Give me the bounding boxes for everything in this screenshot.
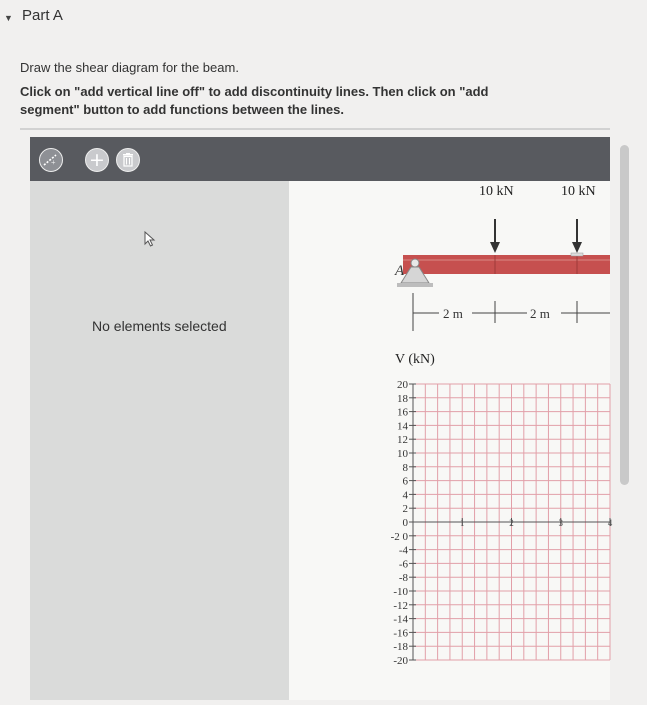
y-tick-label: -6 [398, 558, 408, 571]
y-tick-label: 16 [397, 406, 408, 419]
add-vertical-line-button[interactable] [39, 148, 63, 172]
collapse-arrow-icon[interactable]: ▼ [4, 13, 13, 23]
plus-icon: + [89, 148, 105, 171]
load-arrow-1-icon [490, 219, 500, 253]
shear-diagram-widget [30, 137, 613, 700]
beam-figure [394, 184, 610, 331]
divider [20, 128, 610, 130]
trash-icon [122, 153, 134, 167]
span-label-2: 2 m [530, 306, 550, 321]
y-tick-label: -18 [393, 641, 408, 654]
load-label-2: 10 kN [561, 184, 596, 199]
beam [403, 255, 610, 274]
scrollbar[interactable] [620, 145, 629, 485]
x-tick-label: 2 [509, 518, 514, 528]
y-tick-label: -14 [393, 613, 408, 626]
load-label-1: 10 kN [479, 184, 514, 199]
delete-button[interactable] [116, 148, 140, 172]
y-tick-label: 14 [397, 420, 408, 433]
instruction-text: Draw the shear diagram for the beam. [20, 60, 239, 75]
selection-status: No elements selected [92, 318, 227, 334]
load-arrow-2-icon [571, 219, 583, 256]
y-tick-label: -8 [398, 572, 408, 585]
y-tick-label: 6 [402, 475, 408, 488]
y-tick-label: 4 [402, 489, 408, 502]
y-tick-label: 8 [402, 461, 408, 474]
y-tick-label: 10 [397, 448, 408, 460]
dimension-lines [413, 293, 610, 331]
y-axis-title: V (kN) [395, 352, 435, 367]
y-axis [391, 379, 613, 667]
span-label-1: 2 m [443, 306, 463, 321]
add-segment-button[interactable] [85, 148, 109, 172]
cursor-icon [143, 230, 161, 248]
support-label: A [395, 263, 405, 279]
vertical-line-icon [42, 153, 60, 167]
x-tick-label: 3 [558, 518, 563, 528]
y-tick-label: -4 [398, 544, 408, 557]
y-tick-label: 2 [402, 503, 408, 516]
y-tick-label: 20 [397, 379, 408, 391]
part-title[interactable]: Part A [22, 7, 63, 24]
y-tick-label: 12 [397, 434, 408, 447]
y-tick-label: -16 [393, 627, 408, 640]
toolbar [30, 137, 610, 181]
y-tick-label: -2 0 [390, 530, 408, 543]
instruction-bold-text: Click on "add vertical line off" to add discontinuity lines. Then click on "add segment" button to add functions between the lines. [20, 84, 489, 117]
diagram-panel[interactable] [289, 181, 613, 700]
y-tick-label: 18 [397, 392, 408, 405]
y-tick-label: 0 [402, 517, 408, 529]
y-tick-label: -10 [393, 586, 408, 598]
svg-text:+: + [51, 158, 56, 167]
x-tick-label: 4 [607, 518, 613, 528]
x-tick-label: 1 [460, 518, 465, 528]
y-tick-label: -20 [393, 655, 408, 667]
properties-panel [30, 181, 289, 700]
y-tick-label: -12 [393, 599, 408, 612]
